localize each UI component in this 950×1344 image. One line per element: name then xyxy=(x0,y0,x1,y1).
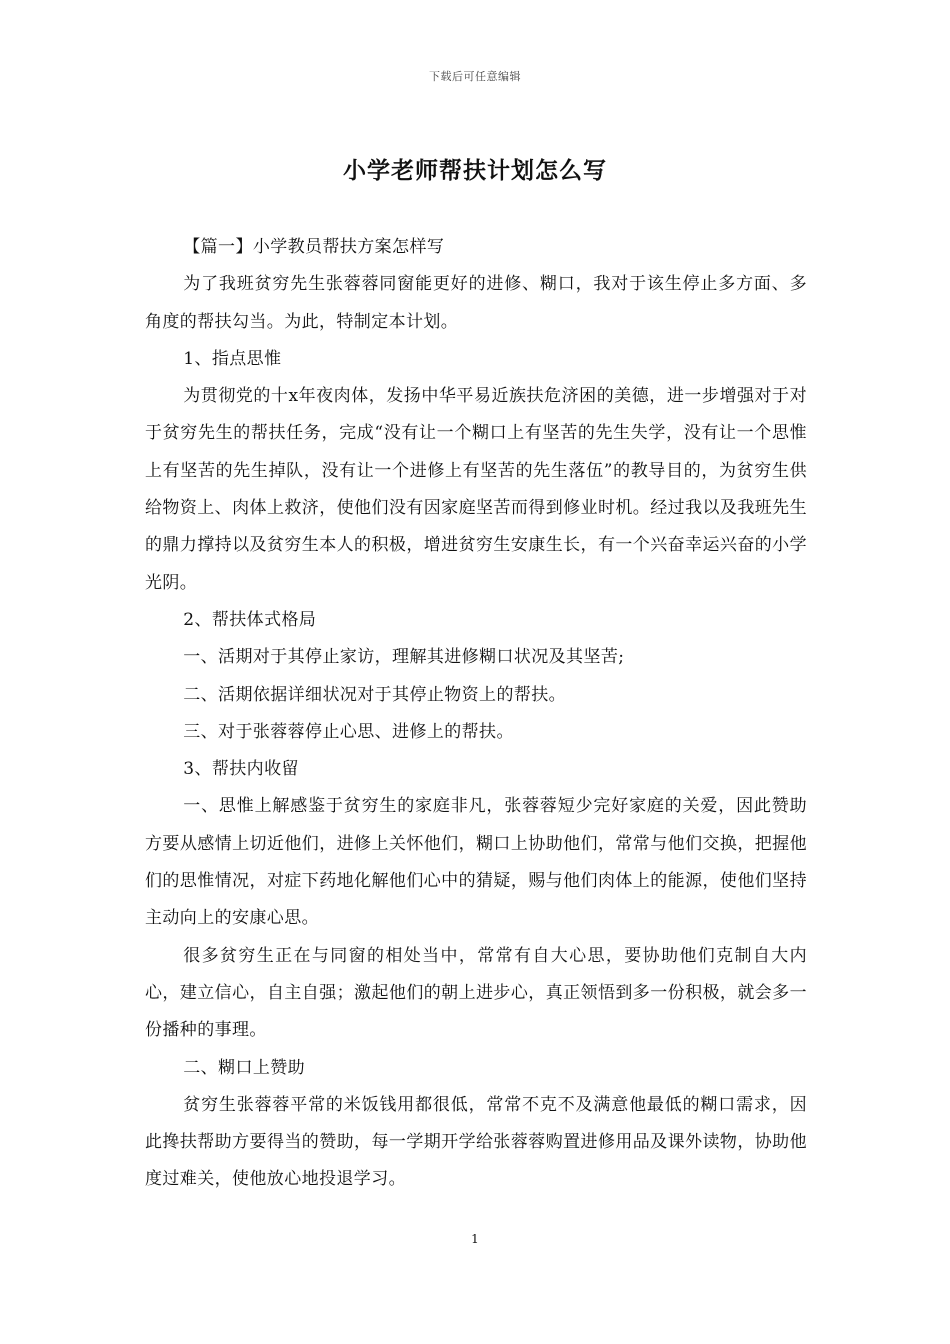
subsection-heading: 3、帮扶内收留 xyxy=(183,759,299,780)
subsection-heading: 二、糊口上赞助 xyxy=(183,1057,306,1078)
header-note: 下载后可任意编辑 xyxy=(429,70,521,83)
body-paragraph: 为了我班贫穷先生张蓉蓉同窗能更好的进修、糊口，我对于该生停止多方面、多角度的帮扶勾当。为此，特制定本计划。 xyxy=(145,274,807,332)
document-title: 小学老师帮扶计划怎么写 xyxy=(343,157,607,184)
body-paragraph: 贫穷生张蓉蓉平常的米饭钱用都很低，常常不克不及满意他最低的糊口需求，因此搀扶帮助方要得当的赞助，每一学期开学给张蓉蓉购置进修用品及课外读物，协助他度过难关，使他放心地投退学习。 xyxy=(145,1094,807,1190)
list-item: 一、活期对于其停止家访，理解其进修糊口状况及其坚苦; xyxy=(183,647,625,668)
document-body xyxy=(145,229,807,1199)
page-number: 1 xyxy=(471,1232,479,1246)
body-paragraph: 为贯彻党的十x年夜肉体，发扬中华平易近族扶危济困的美德，进一步增强对于对于贫穷先生的帮扶任务，完成“没有让一个糊口上有坚苦的先生失学，没有让一个思惟上有坚苦的先生掉队，没有让一个进修上有坚苦的先生落伍”的教导目的，为贫穷生供给物资上、肉体上救济，使他们没有因家庭坚苦而得到修业时机。经过我以及我班先生的鼎力撑持以及贫穷生本人的积极，增进贫穷生安康生长，有一个兴奋幸运兴奋的小学光阴。 xyxy=(145,386,807,593)
list-item: 三、对于张蓉蓉停止心思、进修上的帮扶。 xyxy=(183,721,514,742)
section-heading: 【篇一】小学教员帮扶方案怎样写 xyxy=(183,237,445,257)
list-item: 二、活期依据详细状况对于其停止物资上的帮扶。 xyxy=(183,684,567,705)
subsection-heading: 1、指点思惟 xyxy=(183,348,282,369)
body-paragraph: 很多贫穷生正在与同窗的相处当中，常常有自大心思，要协助他们克制自大内心，建立信心，自主自强；激起他们的朝上进步心，真正领悟到多一份积极，就会多一份播种的事理。 xyxy=(145,945,807,1041)
body-paragraph: 一、思惟上解感鉴于贫穷生的家庭非凡，张蓉蓉短少完好家庭的关爱，因此赞助方要从感情上切近他们，进修上关怀他们，糊口上协助他们，常常与他们交换，把握他们的思惟情况，对症下药地化解他们心中的猜疑，赐与他们肉体上的能源，使他们坚持主动向上的安康心思。 xyxy=(145,796,807,929)
subsection-heading: 2、帮扶体式格局 xyxy=(183,609,317,630)
